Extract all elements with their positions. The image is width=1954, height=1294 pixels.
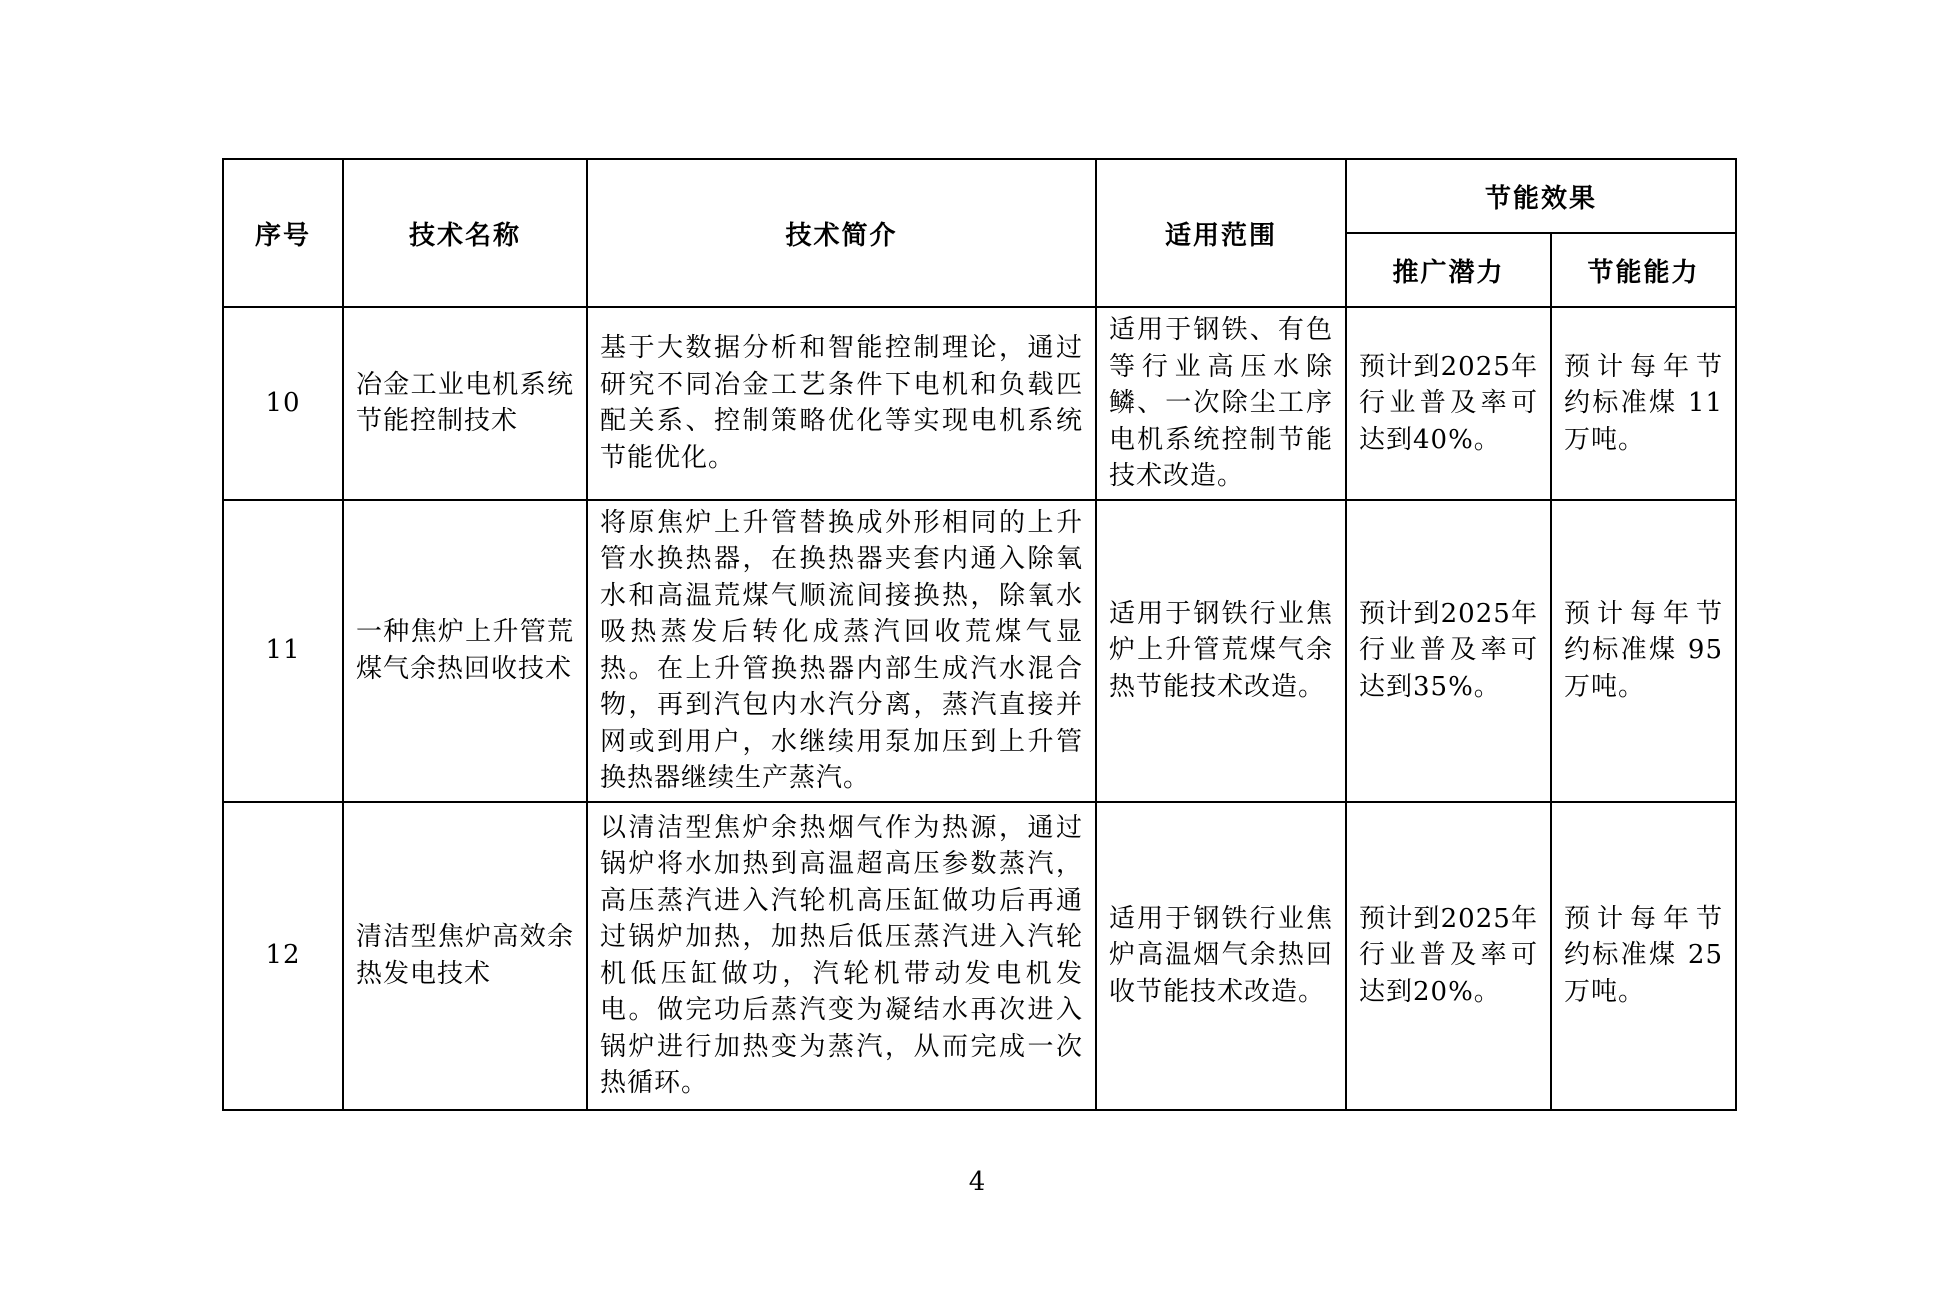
row-tech-intro: 基于大数据分析和智能控制理论，通过研究不同冶金工艺条件下电机和负载匹配关系、控制策略优化等实现电机系统节能优化。 [587, 307, 1096, 500]
row-tech-name: 一种焦炉上升管荒煤气余热回收技术 [343, 500, 587, 802]
row-seq: 11 [223, 500, 343, 802]
table-row [223, 802, 1736, 1110]
row-capacity: 预计每年节约标准煤 25万吨。 [1551, 802, 1736, 1110]
header-tech-name: 技术名称 [343, 159, 587, 307]
row-tech-intro: 将原焦炉上升管替换成外形相同的上升管水换热器，在换热器夹套内通入除氧水和高温荒煤气顺流间接换热，除氧水吸热蒸发后转化成蒸汽回收荒煤气显热。在上升管换热器内部生成汽水混合物，再到汽包内水汽分离，蒸汽直接并网或到用户，水继续用泵加压到上升管换热器继续生产蒸汽。 [587, 500, 1096, 802]
table-row [223, 500, 1736, 802]
row-scope: 适用于钢铁、有色等行业高压水除鳞、一次除尘工序电机系统控制节能技术改造。 [1096, 307, 1346, 500]
row-tech-intro: 以清洁型焦炉余热烟气作为热源，通过锅炉将水加热到高温超高压参数蒸汽，高压蒸汽进入汽轮机高压缸做功后再通过锅炉加热，加热后低压蒸汽进入汽轮机低压缸做功，汽轮机带动发电机发电。做完功后蒸汽变为凝结水再次进入锅炉进行加热变为蒸汽，从而完成一次热循环。 [587, 802, 1096, 1110]
row-seq: 10 [223, 307, 343, 500]
header-seq: 序号 [223, 159, 343, 307]
row-scope: 适用于钢铁行业焦炉上升管荒煤气余热节能技术改造。 [1096, 500, 1346, 802]
row-seq: 12 [223, 802, 343, 1110]
header-capacity: 节能能力 [1551, 233, 1736, 307]
header-potential: 推广潜力 [1346, 233, 1551, 307]
row-capacity: 预计每年节约标准煤 95万吨。 [1551, 500, 1736, 802]
table-row [223, 307, 1736, 500]
header-scope: 适用范围 [1096, 159, 1346, 307]
tech-catalog-table [222, 158, 1737, 1111]
row-tech-name: 清洁型焦炉高效余热发电技术 [343, 802, 587, 1110]
row-capacity: 预计每年节约标准煤 11万吨。 [1551, 307, 1736, 500]
row-potential: 预计到2025年行业普及率可达到35%。 [1346, 500, 1551, 802]
row-tech-name: 冶金工业电机系统节能控制技术 [343, 307, 587, 500]
row-potential: 预计到2025年行业普及率可达到40%。 [1346, 307, 1551, 500]
row-scope: 适用于钢铁行业焦炉高温烟气余热回收节能技术改造。 [1096, 802, 1346, 1110]
table-header-row [223, 159, 1736, 233]
row-potential: 预计到2025年行业普及率可达到20%。 [1346, 802, 1551, 1110]
page-number: 4 [968, 1167, 986, 1197]
header-energy-effect: 节能效果 [1346, 159, 1736, 233]
header-tech-intro: 技术简介 [587, 159, 1096, 307]
